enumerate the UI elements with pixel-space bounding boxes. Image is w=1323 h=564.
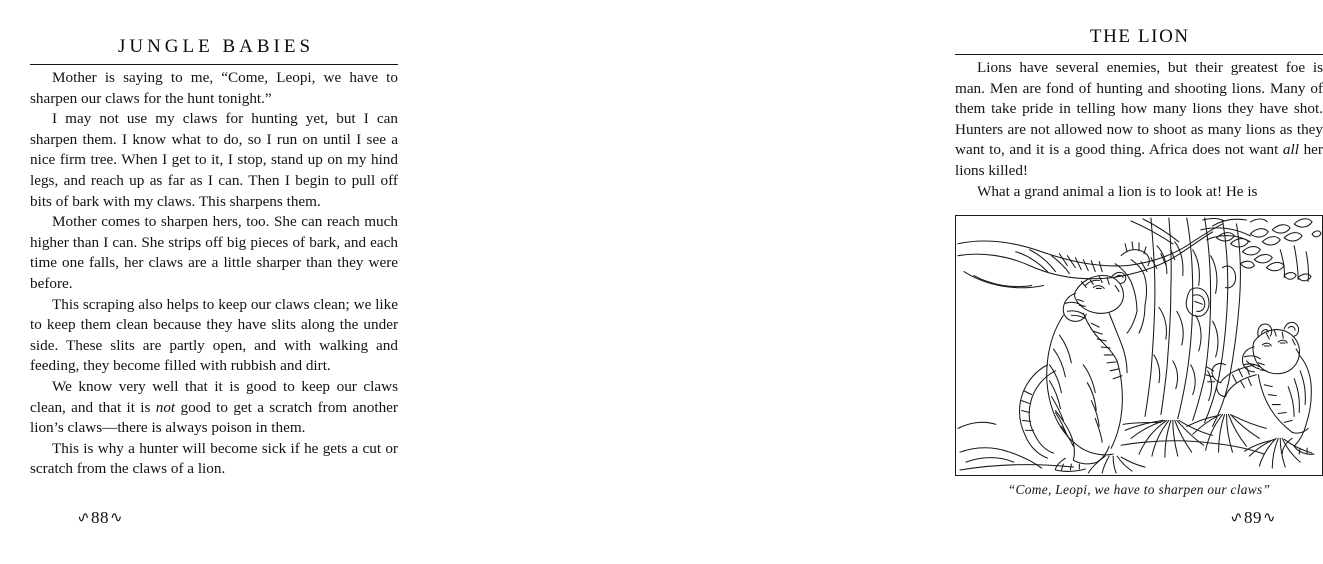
paragraph-text-after: her lions killed!: [955, 141, 1323, 179]
paragraph: Mother is saying to me, “Come, Leopi, we have to sharpen our claws for the hunt tonight.”: [30, 69, 398, 107]
folio-ornament-left-icon: ∿: [1230, 510, 1243, 526]
paragraph: This is why a hunter will become sick if he gets a cut or scratch from the claws of a lion.: [30, 439, 398, 478]
paragraph-with-emphasis: [955, 58, 1323, 182]
right-page-text-block: [955, 58, 1323, 202]
paragraph: I may not use my claws for hunting yet, but I can sharpen them. I know what to do, so I run on until I see a nice firm tree. When I get to it, I stop, stand up on my hind legs, and reach up as far as I can. Then I begin to pull off bits of bark with my claws. This sharpens them.: [30, 110, 398, 210]
right-page: [447, 0, 1323, 564]
paragraph-text-before: Lions have several enemies, but their greatest foe is man. Men are fond of hunting and shooting lions. Many of them take pride in telling how many lions they have shot. Hunters are not allowed now to shoot as many lions as they want to, and it is a good thing. Africa does not want: [955, 59, 1323, 159]
illustration: [955, 215, 1323, 476]
paragraph-text-after: good to get a scratch from another lion’s claws—there is always poison in them.: [30, 398, 398, 437]
folio-right: [1183, 508, 1323, 528]
folio-number: 88: [91, 508, 109, 527]
folio-ornament-right-icon: ∿: [1263, 510, 1276, 526]
running-head-right: THE LION: [1089, 26, 1190, 47]
emphasized-word: not: [155, 398, 176, 416]
left-page: [0, 0, 446, 564]
paragraph: This scraping also helps to keep our claws clean; we like to keep them clean because they have slits along the under side. These slits are partly open, and with walking and feeding, they become filled with rubbish and dirt.: [30, 295, 398, 375]
folio-number: 89: [1244, 508, 1262, 527]
header-rule-right: [955, 54, 1323, 55]
illustration-caption: “Come, Leopi, we have to sharpen our claws”: [1007, 482, 1271, 497]
header-rule-left: [30, 64, 398, 65]
left-page-text-block: [30, 68, 398, 480]
right-page-header: [955, 26, 1323, 55]
paragraph-text-before: We know very well that it is good to keep our claws clean, and that it is: [30, 377, 398, 416]
illustration-frame: [955, 215, 1323, 476]
lion-illustration-svg: [956, 216, 1322, 475]
paragraph-with-emphasis: [30, 377, 398, 439]
folio-ornament-right-icon: ∿: [110, 510, 123, 526]
folio-left: [30, 508, 170, 528]
emphasized-word: all: [1282, 141, 1299, 159]
paragraph: What a grand animal a lion is to look at! He is: [977, 182, 1258, 200]
paragraph: Mother comes to sharpen hers, too. She can reach much higher than I can. She strips off big pieces of bark, and each time one falls, her claws are a little sharper than they were before.: [30, 213, 398, 292]
left-page-header: [30, 36, 398, 65]
running-head-left: JUNGLE BABIES: [117, 36, 315, 57]
folio-ornament-left-icon: ∿: [77, 510, 90, 526]
